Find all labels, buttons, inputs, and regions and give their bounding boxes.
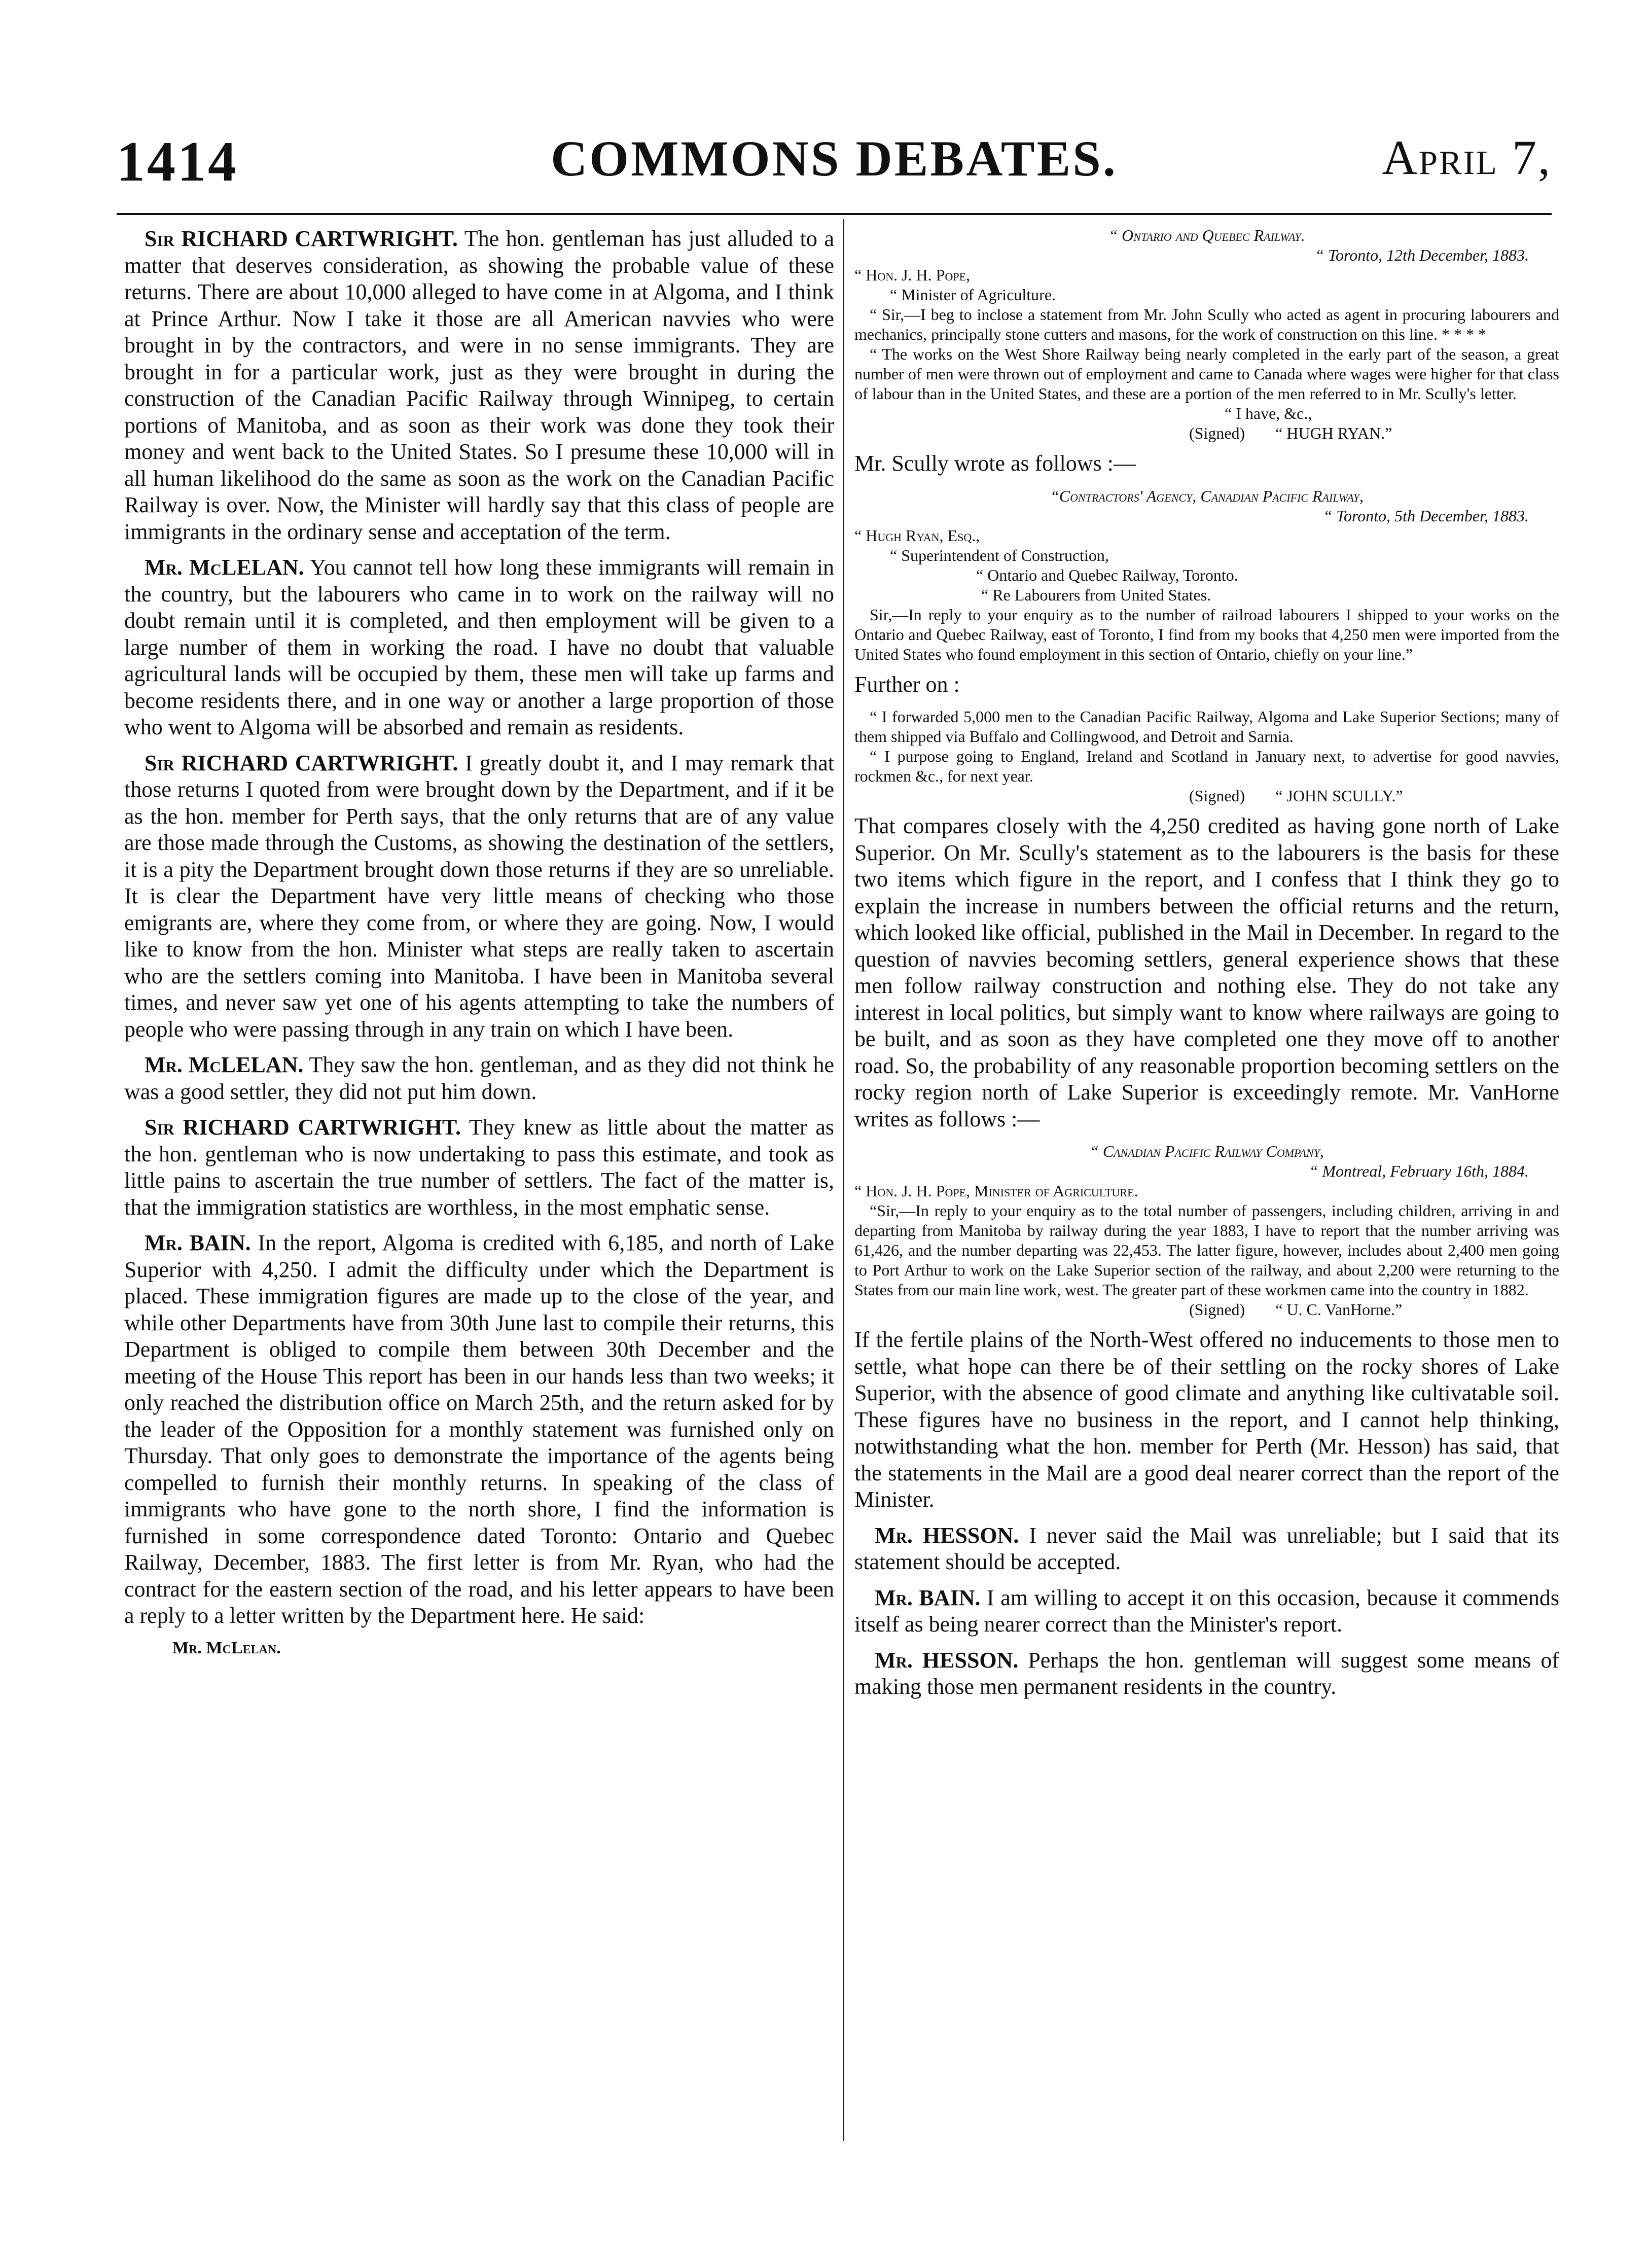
speech-text: You cannot tell how long these immigrants will remain in the country, but the labourers who came in to work on the railway will no doubt remain until it is completed, and then employment will be given to a large number of them in working the road. I have no doubt that valuable agricultural lands will be occupied by them, these men will take up farms and become residents there, and in one way or another a large proportion of those who went to Algoma will be absorbed and remain as residents. [124, 555, 834, 739]
speech-text: I greatly doubt it, and I may remark that those returns I quoted from were brought down by the Department, and if it be as the hon. member for Perth says, that the only returns that are of any value are those made through the Customs, as showing the destination of the settlers, it is a pity the Department brought down those returns if they are so unreliable. It is clear the Department have very little means of checking who those emigrants are, where they come from, or where they are going. Now, I would like to know from the hon. Minister what steps are really taken to ascertain who are the settlers coming into Manitoba. I have been in Manitoba several times, and never saw yet one of his agents attempting to take the numbers of people who were passing through in any train on which I have been. [124, 750, 835, 1042]
speech-paragraph [854, 1585, 1559, 1638]
page-number: 1414 [117, 130, 238, 193]
speech-paragraph [124, 1052, 834, 1105]
right-column [854, 226, 1559, 1710]
speech-paragraph [124, 1230, 834, 1629]
letter-body: “Sir,—In reply to your enquiry as to the total number of passengers, including children, arriving in and departing from Manitoba by railway during the year 1883, I have to report that the number arriving was 61,426, and the number departing was 22,453. The latter figure, however, includes about 2,400 men going to Port Arthur to work on the Lake Superior section of the railway, and about 2,200 were returning to the States from our main line work, west. The greater part of these workmen came into the country in 1882. [854, 1201, 1559, 1299]
speech-text: I am willing to accept it on this occasion, because it commends itself as being nearer correct than the Minister's report. [854, 1585, 1559, 1637]
speaker-name: Sir RICHARD CARTWRIGHT. [145, 1115, 461, 1140]
signer-name: “ U. C. VanHorne.” [1275, 1300, 1403, 1319]
letter-signature [854, 1300, 1559, 1320]
narrative-paragraph: If the fertile plains of the North-West offered no inducements to those men to settle, what hope can there be of their settling on the rocky shores of Lake Superior, with the absence of good climate and anything like cultivatable soil. These figures have no business in the report, and I cannot help thinking, notwithstanding what the hon. member for Perth (Mr. Hesson) has said, that the statements in the Mail are a good deal nearer correct than the report of the Minister. [854, 1327, 1559, 1512]
letter-body: Sir,—In reply to your enquiry as to the number of railroad labourers I shipped to your works on the Ontario and Quebec Railway, east of Toronto, I find from my books that 4,250 men were imported from the United States who found employment in this section of Ontario, chiefly on your line.” [854, 605, 1559, 663]
letter-body: “ The works on the West Shore Railway being nearly completed in the early part of the season, a great number of men were thrown out of employment and came to Canada where wages were higher for that class of labour than in the United States, and these are a portion of the men referred to in Mr. Scully's letter. [854, 345, 1559, 403]
left-column [124, 226, 834, 1658]
letter-dateline: “ Montreal, February 16th, 1884. [1309, 1162, 1529, 1180]
signer-name: “ JOHN SCULLY.” [1275, 787, 1403, 805]
letter-signature [854, 423, 1559, 443]
letter-addressee: “ Hon. J. H. Pope, Minister of Agriculture. [854, 1182, 1138, 1200]
signer-name: “ HUGH RYAN.” [1275, 424, 1392, 442]
letter-addressee: “ Ontario and Quebec Railway, Toronto. [976, 565, 1238, 584]
header-rule [117, 213, 1552, 215]
narrative-paragraph: That compares closely with the 4,250 credited as having gone north of Lake Superior. On Mr. Scully's statement as to the labourers is the basis for these two items which figure in the report, and I confess that I think they go to explain the increase in numbers between the official returns and the return, which looked like official, published in the Mail in December. In regard to the question of navvies becoming settlers, general experience shows that these men follow railway construction and nothing else. They do not take any interest in local politics, but simply want to know where railways are going to be built, and as soon as they have completed one they move off to another road. So, the probability of any reasonable proportion becoming settlers on the rocky region north of Lake Superior is exceedingly remote. Mr. VanHorne writes as follows :— [854, 813, 1559, 1131]
speech-paragraph [124, 1114, 834, 1221]
letter-scully [854, 486, 1559, 664]
speech-text: They knew as little about the matter as the hon. gentleman who is now undertaking to pass this estimate, and took as little pains to ascertain the true number of settlers. The fact of the matter is, that the immigration statistics are worthless, in the most emphatic sense. [124, 1115, 834, 1220]
speaker-name: Mr. McLELAN. [145, 1052, 304, 1077]
letter-ryan [854, 226, 1559, 443]
signed-label: (Signed) [1189, 787, 1245, 805]
speaker-name: Mr. BAIN. [875, 1585, 981, 1610]
letter-dateline: “ Toronto, 12th December, 1883. [1315, 246, 1529, 264]
narrative-paragraph: Mr. Scully wrote as follows :— [854, 451, 1136, 476]
letter-closing: “ I have, &c., [1225, 404, 1312, 422]
presiding-signature: Mr. McLelan. [172, 1638, 281, 1657]
publication-title: COMMONS DEBATES. [551, 130, 1118, 187]
letter-scully-continued [854, 707, 1559, 806]
speech-paragraph [124, 554, 834, 741]
speaker-name: Sir RICHARD CARTWRIGHT. [145, 226, 458, 251]
letter-vanhorne [854, 1142, 1559, 1320]
letter-heading: “Contractors' Agency, Canadian Pacific Railway, [1050, 486, 1364, 505]
speech-text: In the report, Algoma is credited with 6,185, and north of Lake Superior with 4,250. I admit the difficulty under which the Department is placed. These immigration figures are made up to the close of the year, and while other Departments have from 30th June last to compile their returns, this Department is obliged to compile them between 30th December and the meeting of the House This report has been in our hands less than two weeks; it only reached the distribution office on March 25th, and the return asked for by the leader of the Opposition for a monthly statement was furnished only on Thursday. That only goes to demonstrate the importance of the agents being compelled to furnish their monthly returns. In speaking of the class of immigrants who have gone to the north shore, I find the information is furnished in some correspondence dated Toronto: Ontario and Quebec Railway, December, 1883. The first letter is from Mr. Ryan, who had the contract for the eastern section of the road, and his letter appears to have been a reply to a letter written by the Department here. He said: [124, 1230, 835, 1628]
speaker-name: Sir RICHARD CARTWRIGHT. [145, 750, 458, 775]
signed-label: (Signed) [1189, 1300, 1245, 1319]
signed-label: (Signed) [1189, 424, 1245, 442]
letter-body: “ Sir,—I beg to inclose a statement from Mr. John Scully who acted as agent in procuring labourers and mechanics, principally stone cutters and masons, for the work of construction on this line. * * * * [854, 305, 1559, 343]
speaker-name: Mr. BAIN. [145, 1230, 251, 1255]
letter-addressee: “ Hon. J. H. Pope, [854, 266, 971, 284]
letter-heading: “ Canadian Pacific Railway Company, [1090, 1142, 1324, 1160]
speaker-name: Mr. HESSON. [875, 1522, 1019, 1548]
speech-paragraph [124, 750, 834, 1043]
letter-body: “ I purpose going to England, Ireland and Scotland in January next, to advertise for good navvies, rockmen &c., for next year. [854, 747, 1559, 785]
speech-paragraph [854, 1647, 1559, 1700]
letter-addressee: “ Minister of Agriculture. [890, 286, 1056, 304]
narrative-paragraph: Further on : [854, 671, 960, 697]
speech-text: Perhaps the hon. gentleman will suggest some means of making those men permanent residents in the country. [854, 1647, 1559, 1699]
speech-paragraph [124, 226, 834, 545]
speech-paragraph [854, 1522, 1559, 1576]
letter-subject: “ Re Labourers from United States. [981, 585, 1211, 604]
speech-text: The hon. gentleman has just alluded to a matter that deserves consideration, as showing the probable value of these returns. There are about 10,000 alleged to have come in at Algoma, and I think at Prince Arthur. Now I take it those are all American navvies who were brought in by the contractors, and were in no sense immigrants. They are brought in for a particular work, just as they were brought in during the construction of the Canadian Pacific Railway through Winnipeg, to certain portions of Manitoba, and as soon as their work was done they took their money and went back to the United States. So I presume these 10,000 will in all human likelihood do the same as soon as the work on the Canadian Pacific Railway is over. Now, the Minister will hardly say that this class of people are immigrants in the ordinary sense and acceptation of the term. [124, 226, 835, 544]
column-divider [843, 219, 844, 2141]
letter-addressee: “ Superintendent of Construction, [890, 546, 1109, 564]
page-date: April 7, [1382, 130, 1552, 185]
letter-signature [854, 786, 1559, 806]
letter-dateline: “ Toronto, 5th December, 1883. [1323, 506, 1529, 525]
speaker-name: Mr. HESSON. [875, 1647, 1019, 1673]
letter-heading: “ Ontario and Quebec Railway. [1108, 226, 1305, 244]
letter-body: “ I forwarded 5,000 men to the Canadian Pacific Railway, Algoma and Lake Superior Sections; many of them shipped via Buffalo and Collingwood, and Detroit and Sarnia. [854, 707, 1559, 746]
speaker-name: Mr. McLELAN. [145, 555, 304, 580]
page-header [117, 129, 1552, 205]
letter-addressee: “ Hugh Ryan, Esq., [854, 526, 980, 545]
speech-text: They saw the hon. gentleman, and as they did not think he was a good settler, they did not put him down. [124, 1052, 834, 1104]
speech-text: I never said the Mail was unreliable; but I said that its statement should be accepted. [854, 1522, 1559, 1574]
